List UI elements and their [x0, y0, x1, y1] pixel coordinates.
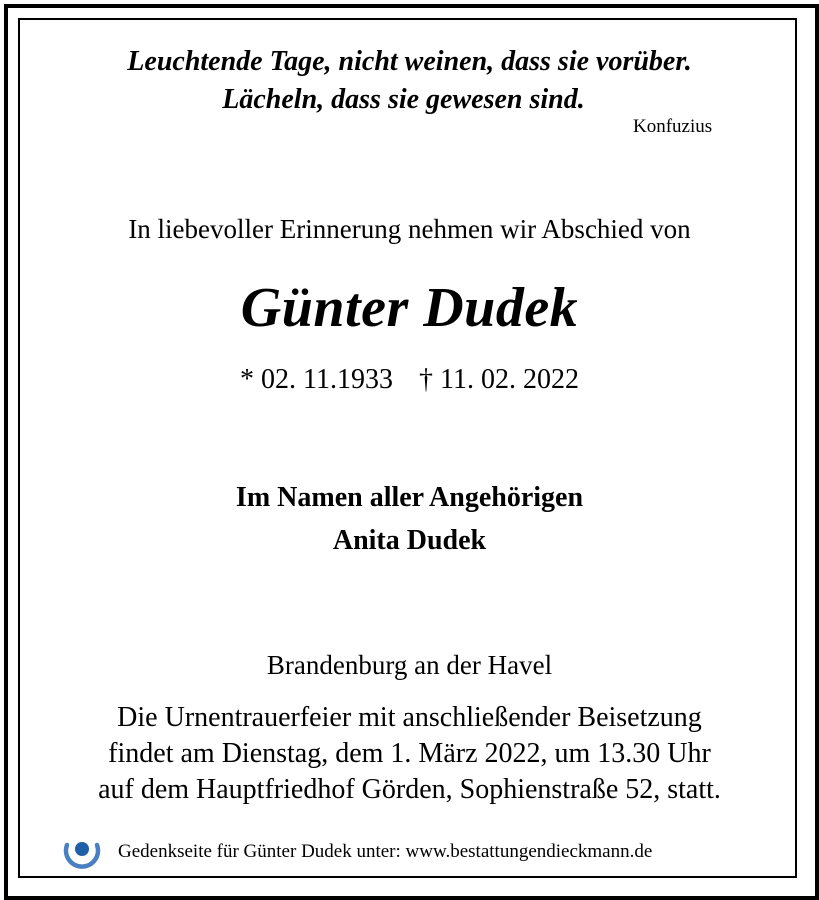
- intro-text: In liebevoller Erinnerung nehmen wir Abschied von: [128, 214, 691, 244]
- memorial-page-link[interactable]: Gedenkseite für Günter Dudek unter: www.bestattungendieckmann.de: [118, 841, 653, 862]
- ceremony-line-2: findet am Dienstag, dem 1. März 2022, um 13.30 Uhr: [108, 738, 711, 769]
- place-name: Brandenburg an der Havel: [266, 650, 553, 680]
- death-date: † 11. 02. 2022: [419, 364, 579, 395]
- quote-line-1: Leuchtende Tage, nicht weinen, dass sie vorüber.: [127, 46, 692, 77]
- memorial-page-footer: [62, 832, 652, 872]
- deceased-name: Günter Dudek: [240, 277, 579, 339]
- ceremony-line-3: auf dem Hauptfriedhof Görden, Sophienstraße 52, statt.: [98, 774, 721, 805]
- birth-date: * 02. 11.1933: [240, 364, 393, 395]
- signature-line-1: Im Namen aller Angehörigen: [235, 482, 584, 513]
- quote-author: Konfuzius: [633, 116, 713, 137]
- life-dates: [0, 364, 819, 396]
- signature-line-2: Anita Dudek: [332, 525, 487, 556]
- ceremony-line-1: Die Urnentrauerfeier mit anschließender Beisetzung: [117, 702, 702, 733]
- memorial-logo-icon: [62, 832, 102, 872]
- quote-line-2: Lächeln, dass sie gewesen sind.: [222, 84, 585, 115]
